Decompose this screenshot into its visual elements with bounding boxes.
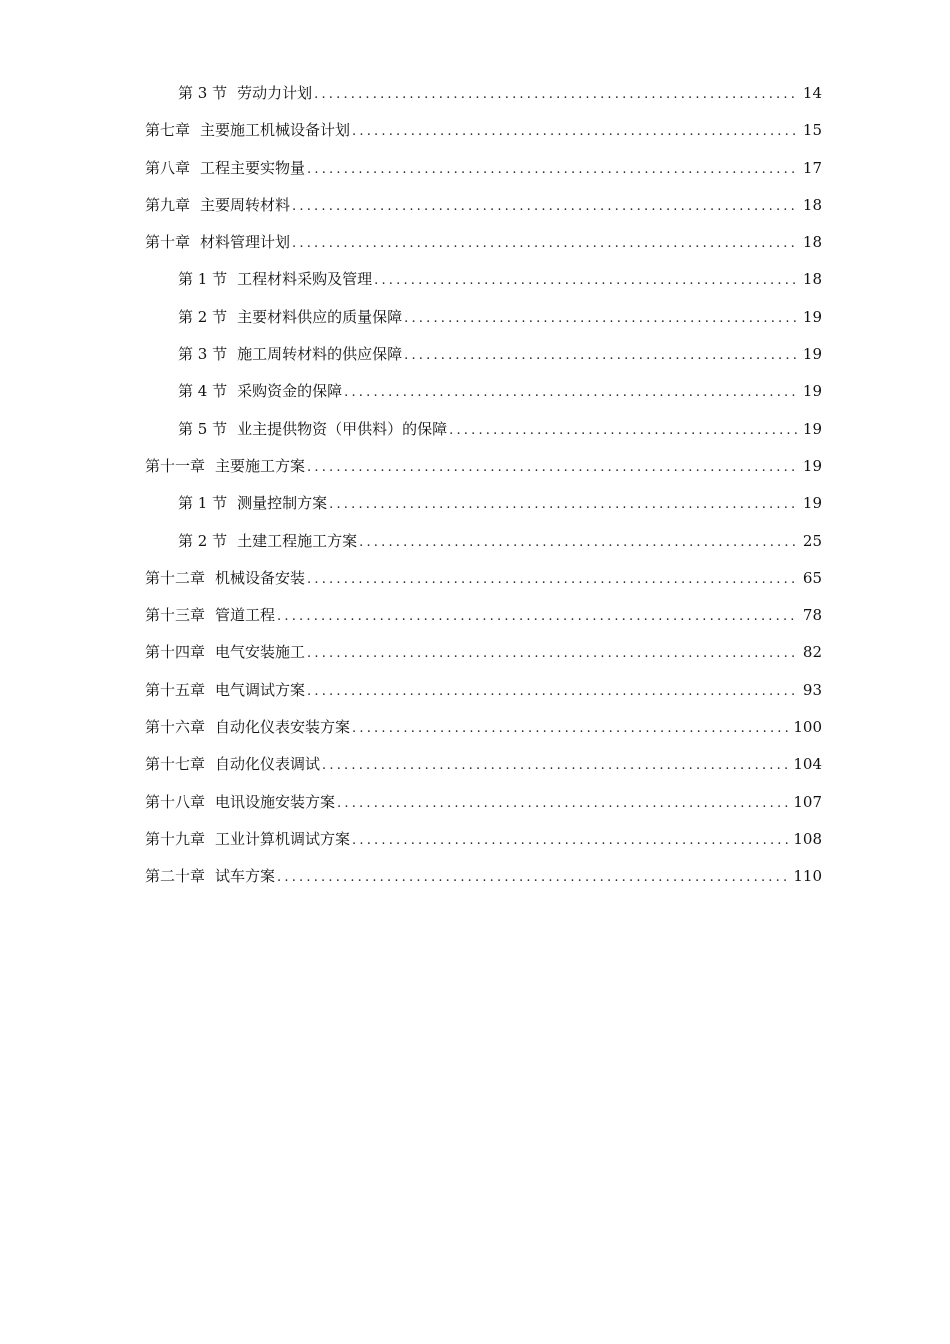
toc-entry-chapter[interactable] bbox=[145, 821, 822, 858]
toc-entry-number: 第 1 节 bbox=[178, 270, 228, 289]
toc-entry-number: 第十一章 bbox=[145, 456, 206, 475]
toc-entry-title: 业主提供物资（甲供料）的保障 bbox=[237, 419, 448, 438]
toc-entry-title: 工程材料采购及管理 bbox=[237, 270, 373, 289]
toc-entry-section[interactable] bbox=[145, 485, 822, 522]
toc-entry-number: 第十六章 bbox=[145, 718, 206, 737]
toc-entry-title: 土建工程施工方案 bbox=[237, 531, 358, 550]
toc-entry-number: 第 5 节 bbox=[178, 419, 228, 438]
toc-entry-page: 108 bbox=[793, 829, 822, 848]
toc-entry-section[interactable] bbox=[145, 75, 822, 112]
toc-entry-title: 自动化仪表安装方案 bbox=[215, 718, 351, 737]
dot-leader bbox=[292, 225, 799, 262]
toc-entry-section[interactable] bbox=[145, 261, 822, 298]
toc-entry-page: 19 bbox=[802, 419, 822, 438]
toc-entry-page: 14 bbox=[802, 84, 822, 102]
dot-leader bbox=[307, 635, 799, 672]
dot-leader bbox=[307, 151, 799, 188]
toc-entry-chapter[interactable] bbox=[145, 784, 822, 821]
toc-entry-title: 采购资金的保障 bbox=[237, 382, 343, 401]
dot-leader bbox=[329, 486, 799, 523]
dot-leader bbox=[404, 300, 799, 337]
dot-leader bbox=[374, 262, 799, 299]
toc-entry-number: 第十二章 bbox=[145, 568, 206, 587]
toc-entry-page: 100 bbox=[793, 718, 822, 737]
toc-entry-title: 施工周转材料的供应保障 bbox=[237, 345, 403, 364]
toc-entry-title: 电气调试方案 bbox=[215, 680, 306, 699]
toc-entry-page: 19 bbox=[802, 307, 822, 326]
toc-entry-page: 17 bbox=[802, 158, 822, 177]
toc-entry-section[interactable] bbox=[145, 523, 822, 560]
toc-entry-number: 第 2 节 bbox=[178, 307, 228, 326]
toc-entry-page: 18 bbox=[802, 195, 822, 214]
dot-leader bbox=[292, 188, 799, 225]
toc-entry-chapter[interactable] bbox=[145, 150, 822, 187]
toc-entry-chapter[interactable] bbox=[145, 597, 822, 634]
toc-entry-title: 工程主要实物量 bbox=[200, 158, 306, 177]
toc-entry-page: 18 bbox=[802, 270, 822, 289]
toc-entry-number: 第十八章 bbox=[145, 792, 206, 811]
dot-leader bbox=[277, 859, 789, 896]
toc-entry-title: 主要施工机械设备计划 bbox=[200, 121, 351, 140]
toc-entry-number: 第二十章 bbox=[145, 867, 206, 886]
toc-entry-section[interactable] bbox=[145, 299, 822, 336]
toc-entry-chapter[interactable] bbox=[145, 560, 822, 597]
toc-entry-page: 82 bbox=[802, 643, 822, 662]
toc-entry-chapter[interactable] bbox=[145, 187, 822, 224]
toc-entry-number: 第十四章 bbox=[145, 643, 206, 662]
dot-leader bbox=[352, 822, 789, 859]
dot-leader bbox=[307, 673, 799, 710]
toc-entry-title: 劳动力计划 bbox=[237, 84, 313, 102]
dot-leader bbox=[277, 598, 799, 635]
toc-entry-chapter[interactable] bbox=[145, 634, 822, 671]
dot-leader bbox=[404, 337, 799, 374]
toc-entry-number: 第 2 节 bbox=[178, 531, 228, 550]
dot-leader bbox=[307, 561, 799, 598]
dot-leader bbox=[359, 524, 799, 561]
toc-entry-section[interactable] bbox=[145, 336, 822, 373]
toc-entry-number: 第 3 节 bbox=[178, 345, 228, 364]
toc-entry-number: 第 4 节 bbox=[178, 382, 228, 401]
toc-entry-page: 110 bbox=[793, 867, 822, 886]
toc-entry-number: 第十五章 bbox=[145, 680, 206, 699]
toc-entry-page: 19 bbox=[802, 494, 822, 513]
toc-entry-section[interactable] bbox=[145, 373, 822, 410]
dot-leader bbox=[352, 710, 789, 747]
toc-entry-number: 第七章 bbox=[145, 121, 191, 140]
toc-entry-title: 材料管理计划 bbox=[200, 233, 291, 252]
toc-entry-page: 104 bbox=[793, 755, 822, 774]
toc-entry-number: 第 1 节 bbox=[178, 494, 228, 513]
toc-entry-number: 第十七章 bbox=[145, 755, 206, 774]
toc-entry-title: 工业计算机调试方案 bbox=[215, 829, 351, 848]
toc-entry-title: 主要施工方案 bbox=[215, 456, 306, 475]
toc-entry-chapter[interactable] bbox=[145, 448, 822, 485]
toc-entry-page: 107 bbox=[793, 792, 822, 811]
toc-entry-page: 19 bbox=[802, 382, 822, 401]
dot-leader bbox=[449, 412, 799, 449]
toc-entry-number: 第十三章 bbox=[145, 606, 206, 625]
toc-entry-page: 19 bbox=[802, 345, 822, 364]
toc-entry-title: 管道工程 bbox=[215, 606, 276, 625]
dot-leader bbox=[314, 76, 799, 113]
dot-leader bbox=[307, 449, 799, 486]
toc-entry-chapter[interactable] bbox=[145, 709, 822, 746]
dot-leader bbox=[337, 785, 789, 822]
toc-entry-page: 15 bbox=[802, 121, 822, 140]
toc-entry-number: 第十九章 bbox=[145, 829, 206, 848]
dot-leader bbox=[344, 374, 799, 411]
toc-entry-chapter[interactable] bbox=[145, 858, 822, 895]
toc-entry-page: 93 bbox=[802, 680, 822, 699]
toc-entry-page: 18 bbox=[802, 233, 822, 252]
toc-entry-page: 78 bbox=[802, 606, 822, 625]
toc-entry-title: 主要周转材料 bbox=[200, 195, 291, 214]
toc-entry-page: 25 bbox=[802, 531, 822, 550]
toc-entry-title: 电讯设施安装方案 bbox=[215, 792, 336, 811]
toc-entry-title: 机械设备安装 bbox=[215, 568, 306, 587]
dot-leader bbox=[322, 747, 789, 784]
toc-entry-number: 第 3 节 bbox=[178, 84, 228, 102]
toc-entry-page: 65 bbox=[802, 568, 822, 587]
toc-entry-chapter[interactable] bbox=[145, 746, 822, 783]
toc-entry-chapter[interactable] bbox=[145, 672, 822, 709]
toc-entry-title: 电气安装施工 bbox=[215, 643, 306, 662]
toc-entry-number: 第十章 bbox=[145, 233, 191, 252]
toc-entry-section[interactable] bbox=[145, 411, 822, 448]
toc-entry-title: 主要材料供应的质量保障 bbox=[237, 307, 403, 326]
toc-entry-title: 自动化仪表调试 bbox=[215, 755, 321, 774]
toc-entry-number: 第八章 bbox=[145, 158, 191, 177]
dot-leader bbox=[352, 113, 799, 150]
toc-entry-chapter[interactable] bbox=[145, 112, 822, 149]
toc-entry-number: 第九章 bbox=[145, 195, 191, 214]
toc-entry-title: 试车方案 bbox=[215, 867, 276, 886]
toc-entry-page: 19 bbox=[802, 456, 822, 475]
table-of-contents bbox=[145, 75, 822, 896]
toc-entry-chapter[interactable] bbox=[145, 224, 822, 261]
toc-entry-title: 测量控制方案 bbox=[237, 494, 328, 513]
